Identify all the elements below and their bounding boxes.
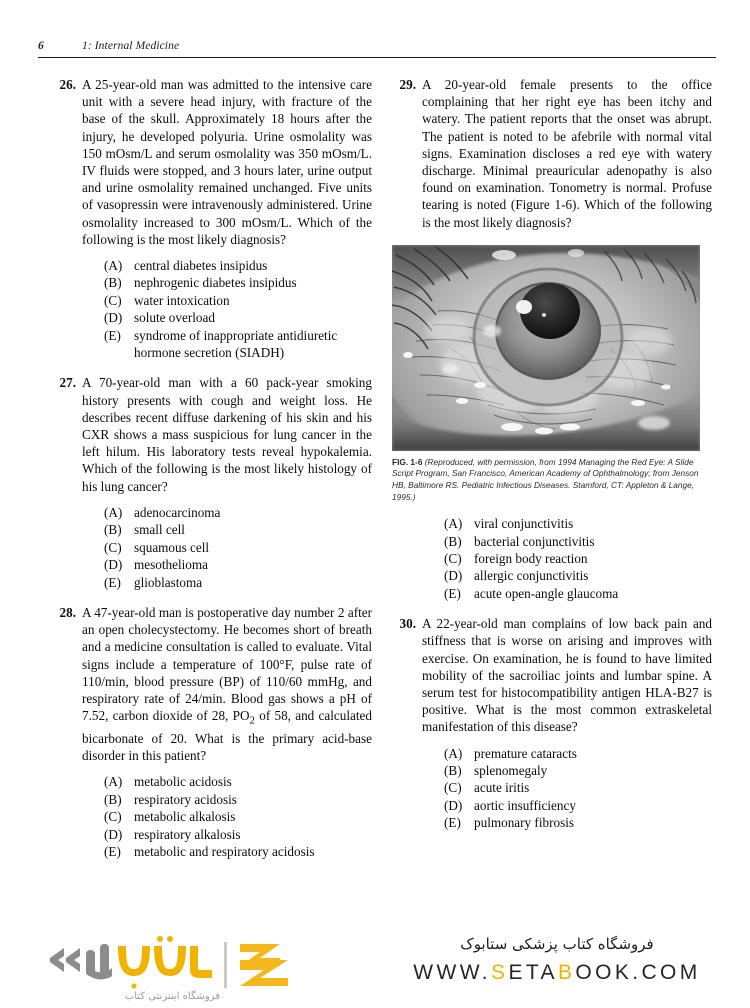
- option-label: acute open-angle glaucoma: [474, 585, 619, 601]
- question-stem: A 22-year-old man complains of low back pain and stiffness that is worse on arising and improves with exercise. On examination, he is found to have limited mobility of the sacroiliac joints and lumbar spine. A serum test for histocompatibility antigen HLA-B27 is positive. What is the most common extraskeletal manifestation of this disease?: [422, 616, 712, 735]
- option-e[interactable]: [444, 585, 712, 602]
- option-label: metabolic and respiratory acidosis: [134, 844, 315, 860]
- option-label: glioblastoma: [134, 574, 203, 590]
- question-29-options: [392, 515, 712, 602]
- option-b[interactable]: [444, 533, 712, 550]
- url-accent-s: S: [491, 961, 509, 984]
- option-e[interactable]: [104, 327, 372, 362]
- option-a[interactable]: [104, 257, 372, 274]
- option-letter: (E): [444, 815, 461, 831]
- option-label: aortic insufficiency: [474, 797, 576, 813]
- question-30: [392, 615, 712, 831]
- question-stem: A 47-year-old man is postoperative day number 2 after an open cholecystectomy. He becomes short of breath and a medicine consultation is called to evaluate. Vital signs include a temperature of 100°F, pulse rate of 110/min, blood pressure (BP) of 110/60 mmHg, and respiratory rate of 24/min. Blood gas shows a pH of 7.52, carbon dioxide of 28, $PO_2$ of 58, and calculated bicarbonate of 20. What is the primary acid-base disorder in this patient?: [82, 604, 372, 764]
- option-letter: (D): [104, 310, 123, 326]
- option-d[interactable]: [104, 309, 372, 326]
- option-label: respiratory alkalosis: [134, 826, 241, 842]
- page-number: 6: [38, 40, 44, 52]
- options-list: [422, 515, 712, 602]
- footer-watermark: [0, 930, 750, 1008]
- option-label: viral conjunctivitis: [474, 516, 574, 532]
- option-letter: (B): [104, 275, 122, 291]
- question-number: 28.: [59, 604, 76, 620]
- figure-caption: [392, 457, 712, 503]
- option-label: pulmonary fibrosis: [474, 815, 574, 831]
- option-letter: (D): [444, 797, 463, 813]
- option-label: premature cataracts: [474, 745, 577, 761]
- footer-url[interactable]: [392, 961, 722, 985]
- footer-brand: [392, 932, 722, 985]
- footer-persian-tagline: فروشگاه کتاب پزشکی ستابوک: [460, 935, 654, 953]
- url-prefix: WWW.: [413, 961, 492, 984]
- option-c[interactable]: [444, 779, 712, 796]
- eye-image-svg: [392, 245, 700, 451]
- option-c[interactable]: [104, 539, 372, 556]
- option-label: allergic conjunctivitis: [474, 568, 589, 584]
- option-a[interactable]: [104, 504, 372, 521]
- option-label: water intoxication: [134, 292, 230, 308]
- setabook-logo[interactable]: [48, 936, 348, 1002]
- option-c[interactable]: [104, 808, 372, 825]
- option-b[interactable]: [104, 791, 372, 808]
- option-label: central diabetes insipidus: [134, 258, 268, 274]
- option-letter: (A): [104, 504, 123, 520]
- running-header: [38, 40, 716, 62]
- option-label: metabolic alkalosis: [134, 809, 236, 825]
- option-letter: (A): [104, 774, 123, 790]
- question-26: [52, 76, 372, 361]
- option-e[interactable]: [104, 843, 372, 860]
- option-e[interactable]: [104, 574, 372, 591]
- option-label: foreign body reaction: [474, 551, 588, 567]
- option-label: solute overload: [134, 310, 215, 326]
- option-a[interactable]: [444, 745, 712, 762]
- option-letter: (E): [444, 585, 461, 601]
- option-letter: (C): [104, 539, 122, 555]
- question-number: 26.: [59, 77, 76, 92]
- header-divider: [38, 57, 716, 58]
- options-list: [82, 257, 372, 361]
- option-a[interactable]: [104, 773, 372, 790]
- option-label: mesothelioma: [134, 557, 208, 573]
- option-label: adenocarcinoma: [134, 504, 221, 520]
- options-list: [82, 773, 372, 860]
- option-label: small cell: [134, 522, 185, 538]
- option-label: acute iritis: [474, 780, 530, 796]
- option-letter: (B): [104, 791, 122, 807]
- option-d[interactable]: [444, 567, 712, 584]
- chapter-title: 1: Internal Medicine: [82, 40, 180, 52]
- question-27: [52, 374, 372, 590]
- question-stem: A 25-year-old man was admitted to the intensive care unit with a severe head injury, with fracture of the base of the skull. Approximately 18 hours after the injury, he developed polyuria. Urine osmolality was 150 mOsm/L and serum osmolality was 350 mOsm/L. IV fluids were stopped, and 3 hours later, urine output and urine osmolality remained unchanged. Five units of vasopressin were intravenously administered. Urine osmolality increased to 300 mOsm/L. Which of the following is the most likely diagnosis?: [82, 77, 372, 247]
- option-letter: (D): [444, 568, 463, 584]
- option-letter: (E): [104, 574, 121, 590]
- url-accent-b: B: [557, 961, 576, 984]
- option-letter: (D): [104, 557, 123, 573]
- option-label: splenomegaly: [474, 763, 548, 779]
- options-list: [422, 745, 712, 832]
- option-letter: (B): [444, 533, 462, 549]
- figure-label: FIG. 1-6: [392, 456, 423, 467]
- option-letter: (E): [104, 327, 121, 343]
- option-letter: (A): [444, 745, 463, 761]
- option-d[interactable]: [444, 797, 712, 814]
- option-b[interactable]: [104, 274, 372, 291]
- option-letter: (D): [104, 826, 123, 842]
- options-list: [82, 504, 372, 591]
- question-number: 29.: [399, 77, 416, 92]
- option-letter: (A): [104, 258, 123, 274]
- option-label: nephrogenic diabetes insipidus: [134, 275, 297, 291]
- question-29: [392, 76, 712, 231]
- logo-divider: [224, 942, 227, 988]
- figure-credit: (Reproduced, with permission, from 1994 Managing the Red Eye: A Slide Script Program, San Francisco, American Academy of Ophthalmology; from Jenson HB, Baltimore RS. Pediatric Infectious Diseases. Stamford, CT: Appleton & Lange, 1995.): [392, 456, 699, 502]
- question-stem: A 20-year-old female presents to the office complaining that her right eye has been itchy and watery. The patient reports that the onset was abrupt. The patient is noted to be afebrile with normal vital signs. Examination discloses a red eye with watery discharge. Minimal preauricular adenopathy is also found on examination. Tonometry is normal. Profuse tearing is noted (Figure 1-6). Which of the following is the most likely diagnosis?: [422, 77, 712, 230]
- question-number: 27.: [59, 375, 76, 391]
- option-c[interactable]: [444, 550, 712, 567]
- option-letter: (B): [444, 763, 462, 779]
- option-d[interactable]: [104, 826, 372, 843]
- option-letter: (C): [444, 780, 462, 796]
- right-column: [392, 76, 712, 845]
- option-c[interactable]: [104, 292, 372, 309]
- logo-subtitle: فروشگاه اینترنتی کتاب: [124, 991, 220, 1002]
- figure-1-6: [392, 245, 712, 503]
- option-letter: (B): [104, 522, 122, 538]
- option-a[interactable]: [444, 515, 712, 532]
- eye-photograph: [392, 245, 700, 451]
- question-number: 30.: [399, 616, 416, 632]
- option-label: syndrome of inappropriate antidiuretic hormone secretion (SIADH): [134, 327, 338, 361]
- question-28: [52, 604, 372, 861]
- option-label: bacterial conjunctivitis: [474, 533, 595, 549]
- option-b[interactable]: [104, 521, 372, 538]
- option-letter: (E): [104, 844, 121, 860]
- option-letter: (A): [444, 516, 463, 532]
- option-letter: (C): [444, 551, 462, 567]
- option-d[interactable]: [104, 556, 372, 573]
- url-eta: ETA: [508, 961, 558, 984]
- left-column: [52, 76, 372, 873]
- triple-chevron-icon: [240, 944, 288, 986]
- url-suffix: OOK.COM: [575, 961, 701, 984]
- option-b[interactable]: [444, 762, 712, 779]
- chevron-left-icon: [50, 948, 80, 972]
- question-stem: A 70-year-old man with a 60 pack-year smoking history presents with cough and weight loss. He describes recent diffuse darkening of his skin and his CXR shows a mass suspicious for lung cancer in the left hilum. His laboratory tests reveal hypokalemia. Which of the following is the most likely histology of his lung cancer?: [82, 375, 372, 494]
- option-label: respiratory acidosis: [134, 791, 237, 807]
- option-label: metabolic acidosis: [134, 774, 232, 790]
- option-e[interactable]: [444, 814, 712, 831]
- option-label: squamous cell: [134, 539, 210, 555]
- option-letter: (C): [104, 809, 122, 825]
- option-letter: (C): [104, 292, 122, 308]
